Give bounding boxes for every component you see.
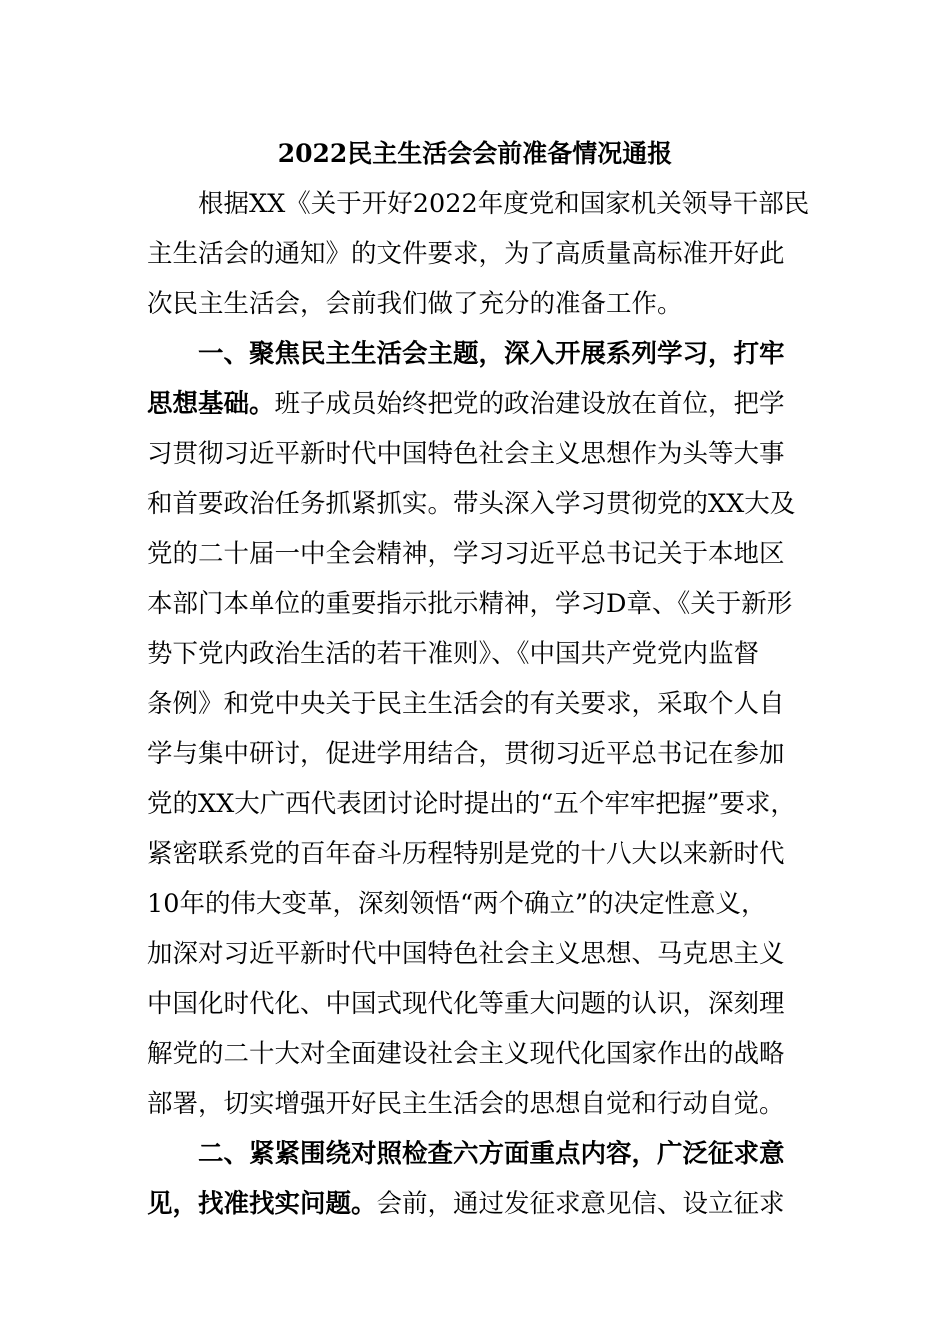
paragraph-line (147, 984, 785, 1024)
paragraph-line (147, 484, 795, 524)
paragraph-line (147, 534, 785, 574)
paragraph-line (147, 784, 796, 824)
paragraph-line (147, 634, 759, 674)
section-heading-line (198, 1134, 785, 1174)
line-text: 部署，切实增强开好民主生活会的思想自觉和行动自觉。 (147, 1089, 785, 1119)
line-bold: 二、紧紧围绕对照检查六方面重点内容，广泛征求意 (198, 1139, 785, 1169)
line-text: 势下党内政治生活的若干准则》、《中国共产党党内监督 (147, 639, 760, 669)
line-text: 根据XX《关于开好2022年度党和国家机关领导干部民 (198, 189, 810, 219)
paragraph-line (147, 1034, 785, 1074)
paragraph-line (147, 384, 785, 424)
line-text: 紧密联系党的百年奋斗历程特别是党的十八大以来新时代 (147, 839, 785, 869)
line-text: 学与集中研讨，促进学用结合，贯彻习近平总书记在参加 (147, 739, 785, 769)
line-text: 和首要政治任务抓紧抓实。带头深入学习贯彻党的XX大及 (147, 489, 796, 519)
paragraph-line (147, 1184, 785, 1224)
paragraph-line (147, 584, 792, 624)
line-bold: 思想基础。 (147, 389, 275, 419)
line-bold: 见，找准找实问题。 (147, 1189, 377, 1219)
line-text: 次民主生活会，会前我们做了充分的准备工作。 (147, 289, 683, 319)
line-text: 习贯彻习近平新时代中国特色社会主义思想作为头等大事 (147, 439, 785, 469)
paragraph-line (147, 434, 785, 474)
paragraph-line (147, 684, 785, 724)
paragraph-line (147, 1084, 785, 1124)
paragraph-line (147, 884, 767, 924)
page-title: 2022民主生活会会前准备情况通报 (277, 139, 673, 168)
line-text: 党的XX大广西代表团讨论时提出的“五个牢牢把握”要求， (147, 789, 796, 819)
line-text: 班子成员始终把党的政治建设放在首位，把学 (274, 389, 785, 419)
line-text: 中国化时代化、中国式现代化等重大问题的认识，深刻理 (147, 989, 785, 1019)
line-text: 主生活会的通知》的文件要求，为了高质量高标准开好此 (147, 239, 785, 269)
line-bold: 一、聚焦民主生活会主题，深入开展系列学习，打牢 (198, 339, 785, 369)
line-text: 加深对习近平新时代中国特色社会主义思想、马克思主义 (147, 939, 785, 969)
paragraph-line (147, 734, 785, 774)
line-text: 本部门本单位的重要指示批示精神，学习D章、《关于新形 (147, 589, 793, 619)
section-heading-line (198, 334, 785, 374)
line-text: 解党的二十大对全面建设社会主义现代化国家作出的战略 (147, 1039, 785, 1069)
line-text: 会前，通过发征求意见信、设立征求 (376, 1189, 785, 1219)
paragraph-line (147, 834, 785, 874)
line-text: 10年的伟大变革，深刻领悟“两个确立”的决定性意义， (147, 889, 767, 919)
line-text: 党的二十届一中全会精神，学习习近平总书记关于本地区 (147, 539, 785, 569)
paragraph-line (147, 234, 785, 274)
paragraph-line (147, 284, 683, 324)
line-text: 条例》和党中央关于民主生活会的有关要求，采取个人自 (147, 689, 785, 719)
paragraph-line (198, 184, 809, 224)
paragraph-line (147, 934, 785, 974)
